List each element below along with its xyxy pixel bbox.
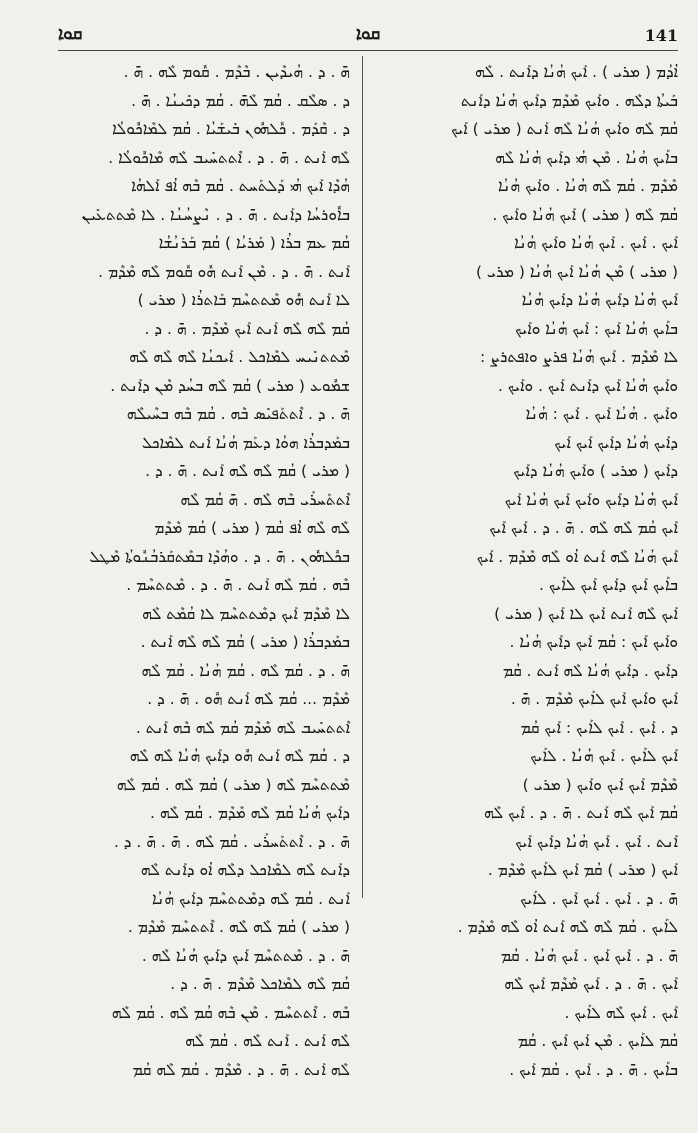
text-line: ܐܶܬܬܚܺܝܒ ܠܶܗ ܡܶܕܶܡ ܩܳܡ ܠܶܗ ܒܶܗ ܐܰܢܬ . [135, 718, 350, 737]
text-line: ( ܡܪܝ ) ܩܳܡ ܠܶܗ ܠܶܗ ܐܰܢܬ . ܗ̄ . ܕ . [145, 462, 350, 480]
text-line: ܕܐܰܢܬ ܠܶܗ ܠܡܶܐܟܠ ܕܠܶܗ ܐܳܘ ܕܐܰܢܬ ܠܶܗ [140, 861, 350, 879]
column-divider [362, 56, 363, 898]
text-line: ܕܐܰܝܟ ܗܳܢܳܐ ܩܳܡ ܠܶܗ ܡܶܕܶܡ . ܩܳܡ ܠܶܗ . [150, 804, 350, 822]
text-line: ܐܰܝܟ . ܐܰܝܟ ܠܶܗ ܠܐܰܝܟ . [564, 1003, 678, 1022]
text-line: ܕ . ܩܶܕܰܡ . ܟܽܠܗܽܘܢ ܒܺܝܫܰܝܳܐ . ܩܳܡ ܠܡܶܐܟܽܘܠܳܐ [112, 120, 350, 138]
text-line: ܘܐܰܝܟ ܐܰܝܟ : ܩܳܡ ܐܰܝܟ ܕܐܰܝܟ ܗܳܢܳܐ . [509, 633, 678, 651]
text-line: ܒܰܝܬܳܐ ܕܠܶܗ . ܘܐܰܝܟ ܡܶܕܶܡ ܕܐܰܝܟ ܗܳܢܳܐ ܕܐܰܢܬ [460, 91, 678, 110]
text-line: ܐܰܝܟ ܘܐܰܝܟ ܐܰܝܟ ܠܐܰܝܟ ܡܶܕܶܡ . ܗ̄ . [510, 690, 678, 708]
text-line: ܩܳܡ ܠܶܗ ܠܡܶܐܟܠ ܡܶܕܶܡ . ܗ̄ . ܕ . [170, 975, 350, 993]
text-line: ܕܐܰܝܟ ܗܳܢܳܐ ܕܐܰܝܟ ܐܰܝܟ ܐܰܝܟ [554, 433, 678, 452]
text-line: ܠܐ ܡܶܕܶܡ . ܐܰܝܟ ܗܳܢܳܐ ܦܪܨ ܘܐܦܬܪܨ : [479, 348, 678, 366]
text-line: ܐܰܝܟ ܠܶܗ ܐܰܢܬ ܐܰܝܟ ܠܐ ܐܰܝܟ ( ܡܪܝ ) [494, 604, 678, 623]
text-line: ܐܰܝܟ ܗܳܢܳܐ ܠܶܗ ܐܰܢܬ ܐܳܘ ܠܶܗ ܡܶܕܶܡ . ܐܰܝܟ [476, 547, 678, 566]
text-line: ܕܐܰܝܟ ( ܡܪܝ ) ܘܐܰܝܟ ܗܳܢܳܐ ܕܐܰܝܟ [513, 462, 678, 480]
header-rule [58, 50, 678, 51]
text-line: ܒܐܰܝܟ ܗܳܢܳܐ . ܡܶܢ ܗܳܝ ܕܐܰܝܟ ܗܳܢܳܐ ܠܶܗ [495, 148, 678, 167]
text-line: ܗ̄ . ܕ . ܗܳܝܕܶܝܢ . ܒܶܕܶܡ . ܩܽܘܡ ܠܶܗ . ܗ̄ . [123, 63, 350, 81]
text-line: ܡܶܬܬܢܺܝܚ ܠܡܶܐܟܠ . ܐܰܝܟܢܳܐ ܠܶܗ ܠܶܗ ܠܶܗ [129, 348, 350, 366]
text-line: ܩܳܡ ܠܐܰܝܟ . ܡܶܢ ܐܰܝܟ ܐܰܝܟ . ܩܳܡ [517, 1032, 678, 1050]
text-line: ܠܶܗ ܠܶܗ ܐܳܦ ܩܳܡ ( ܡܪܝ ) ܩܳܡ ܡܶܕܶܡ [154, 519, 350, 537]
text-line: ܐܶܬܬܰܚܪܰܝ ܒܶܗ ܠܶܗ . ܗ̄ ܩܳܡ ܠܶܗ [180, 490, 350, 509]
text-line: ܠܶܗ ܐܰܢܬ . ܐܰܢܬ ܠܶܗ . ܩܳܡ ܠܶܗ [185, 1032, 350, 1050]
text-line: ܐܰܝܟ ( ܡܪܝ ) ܩܳܡ ܐܰܝܟ ܠܐܰܝܟ ܡܶܕܶܡ . [487, 861, 678, 879]
text-line: ܒܡܰܕܒܪܳܐ ܗܘܳܐ ܕܥܰܡ ܗܳܢܳܐ ܐܰܢܬ ܠܡܶܐܟܠ [141, 433, 350, 452]
text-line: ܠܐ ܡܶܕܶܡ ܐܰܝܟ ܕܡܶܬܬܚܶܡ ܠܐ ܩܳܡܶܬ ܠܶܗ [142, 604, 350, 623]
text-line: ܗ̄ . ܕ . ܡܶܬܬܚܶܡ ܐܰܝܟ ܕܐܰܝܟ ܗܳܢܳܐ ܠܶܗ . [141, 946, 350, 965]
page-number: 141 [644, 26, 678, 45]
text-column-right [374, 58, 678, 1079]
text-line: ܒܐܰܝܟ . ܗ̄ . ܕ . ܐܰܝܟ . ܩܳܡ ܐܰܝܟ . [509, 1060, 678, 1079]
text-line: ܡܶܕܶܡ ... ܩܳܡ ܠܶܗ ܐܰܢܬ ܗܽܘ . ܗ̄ . ܕ . [147, 690, 350, 708]
text-line: ܐܰܢܬ . ܐܰܝܟ . ܐܰܝܟ ܗܳܢܳܐ ܕܐܰܝܟ ܐܰܝܟ [515, 832, 678, 851]
text-line: ܗ̄ . ܕ . ܐܰܝܟ ܐܰܝܟ . ܐܰܝܟ ܗܳܢܳܐ . ܩܳܡ [500, 946, 678, 965]
text-line: ܩܳܡ ܥܡ ܒܪܳܐ ( ܡܰܪܝܳܐ ) ܩܳܡ ܒܰܪܢܳܫܳܐ [158, 234, 350, 252]
text-line: ܕ . ܩܳܡ ܠܶܗ ܐܰܢܬ ܗܽܘ ܕܐܰܝܟ ܗܳܢܳܐ ܠܶܗ ܠܶܗ [129, 747, 350, 765]
text-line: ܠܐ ܐܰܢܬ ܗܽܘ ܡܶܬܬܚܶܡ ܒܰܐܬܪܳܐ ( ܡܪܝ ) [137, 291, 350, 309]
text-line: ܗܳܕܶܐ ܐܰܝܟ ܗܳܝ ܕܰܠܬܰܚܬ . ܩܳܡ ܒܶܗ ܐܳܦ ܐܰܠܗܳܐ [131, 177, 350, 195]
text-line: ܒܐܰܝܟ ܗܳܢܳܐ ܐܰܝܟ : ܐܰܝܟ ܗܳܢܳܐ ܘܐܰܝܟ [515, 319, 678, 338]
running-head-center: ܩܘܐ [355, 24, 381, 44]
text-line: ܗ̄ . ܕ . ܩܳܡ ܠܶܗ . ܩܳܡ ܗܳܢܳܐ . ܩܳܡ ܠܶܗ [141, 661, 350, 680]
text-line: ܒܶܗ . ܩܳܡ ܠܶܗ ܐܰܢܬ . ܗ̄ . ܕ . ܡܶܬܬܚܶܡ . [126, 576, 350, 594]
text-line: ܐܰܢܬ . ܗ̄ . ܕ . ܡܶܢ ܐܰܢܬ ܗܽܘ ܩܽܘܡ ܠܶܗ ܡܶܕܶܡ . [98, 262, 350, 281]
text-line: ܐܳܕܳܡ ( ܡܪܝ ) . ܐܰܝܟ ܗܳܢܳܐ ܕܐܰܢܬ . ܠܶܗ [474, 63, 678, 81]
text-line: ܒܟܽܠܗܽܘܢ . ܗ̄ . ܕ . ܘܗܳܕܶܐ ܒܡܶܬܩܰܪܒܳܢܽܘܬܳܐ ܡܶܛܠ [89, 547, 350, 566]
text-line: ܗ̄ . ܕ . ܐܰܝܟ . ܐܰܝܟ ܐܰܝܟ . ܠܐܰܝܟ [520, 889, 678, 908]
text-line: ܩܳܡ ܠܶܗ ( ܡܪܝ ) ܐܰܝܟ ܗܳܢܳܐ ܘܐܰܝܟ . [492, 205, 678, 224]
running-head-left: ܩܘܐ [58, 24, 83, 44]
text-line: ܩܳܡ ܐܰܝܟ ܠܶܗ ܐܰܢܬ . ܗ̄ . ܕ . ܐܰܝܟ ܠܶܗ [483, 804, 678, 822]
text-line: ܠܶܗ ܐܰܢܬ . ܗ̄ . ܕ . ܡܶܕܶܡ . ܩܳܡ ܠܶܗ ܩܳܡ [132, 1060, 350, 1079]
text-line: ܘܐܰܝܟ ܗܳܢܳܐ ܐܰܝܟ ܕܐܰܢܬ ܐܰܝܟ . ܘܐܰܝܟ . [498, 376, 678, 395]
text-line: ܐܰܝܟ ܩܳܡ ܠܶܗ ܠܶܗ . ܗ̄ . ܕ . ܐܰܝܟ ܐܰܝܟ [489, 519, 678, 537]
text-line: ܡܶܕܶܡ ܐܰܝܟ ܐܰܝܟ ܘܐܰܝܟ ( ܡܪܝ ) [522, 775, 678, 794]
text-line: ܐܰܝܟ . ܐܰܝܟ . ܐܰܝܟ ܗܳܢܳܐ ܘܐܰܝܟ ܗܳܢܳܐ [514, 234, 678, 252]
text-line: ܒܐܽܘܪܚܳܐ ܕܐܰܢܬ . ܗ̄ . ܕ . ܢܶܨܚܳܢܳܐ . ܠܐ ܡܶܬܬܥܺܝܢ [81, 205, 350, 224]
text-line: ܒܶܗ . ܐܶܬܬܚܶܡ . ܡܶܢ ܒܶܗ ܩܳܡ ܠܶܗ . ܩܳܡ ܠܶܗ [111, 1003, 350, 1022]
text-line: ܕ . ܐܰܝܟ . ܐܰܝܟ ܠܐܰܝܟ : ܐܰܝܟ ܩܳܡ [520, 718, 678, 737]
text-line: ܒܐܰܝܟ ܐܰܝܟ ܕܐܰܝܟ ܐܰܝܟ ܠܐܰܝܟ . [539, 576, 678, 594]
text-line: ܡܶܬܬܚܶܡ ܠܶܗ ( ܡܪܝ ) ܩܳܡ ܠܶܗ . ܩܳܡ ܠܶܗ [116, 775, 350, 794]
text-line: ܘܐܰܝܟ . ܗܳܢܳܐ ܐܰܝܟ . ܐܰܝܟ : ܗܳܢܳܐ [525, 405, 678, 423]
text-line: ܕ . ܣܠܶܩ . ܩܳܡ ܠܶܗ̄ . ܩܳܡ ܕܟܺܝܢܳܐ . ܗ̄ . [131, 91, 350, 110]
text-line: ܠܐܰܝܟ . ܩܳܡ ܠܶܗ ܠܶܗ ܐܰܢܬ ܐܳܘ ܠܶܗ ܡܶܕܶܡ . [457, 918, 678, 936]
text-line: ܐܰܝܟ . ܗ̄ . ܕ . ܐܰܝܟ ܡܶܕܶܡ ܐܰܝܟ ܠܶܗ [504, 975, 678, 993]
text-line: ܐܰܝܟ ܗܳܢܳܐ ܕܐܰܝܟ ܗܳܢܳܐ ܕܐܰܝܟ ܗܳܢܳܐ [521, 291, 678, 309]
text-line: ܗ̄ . ܕ . ܐܶܬܬܰܦܝܺܣ ܒܶܗ . ܩܳܡ ܒܶܗ ܒܚܶܝܠܶܗ [126, 405, 350, 423]
text-line: ( ܡܪܝ ) ܡܶܢ ܗܳܢܳܐ ܐܰܝܟ ܗܳܢܳܐ ( ܡܪܝ ) [475, 262, 678, 281]
text-line: ܒܡܰܕܒܪܳܐ ( ܡܪܝ ) ܩܳܡ ܠܶܗ ܠܶܗ ܐܰܢܬ . [140, 633, 350, 651]
text-line: ܡܶܕܶܡ . ܩܳܡ ܠܶܗ ܗܳܢܳܐ . ܘܐܰܝܟ ܗܳܢܳܐ [497, 177, 678, 195]
text-line: ( ܡܪܝ ) ܩܳܡ ܠܶܗ ܠܶܗ . ܐܶܬܬܚܶܡ ܡܶܕܶܡ . [127, 918, 350, 936]
text-line: ܗ̄ . ܕ . ܐܶܬܬܰܚܪܰܝ . ܩܳܡ ܠܶܗ . ܗ̄ . ܗ̄ . ܕ . [113, 832, 350, 851]
text-line: ܐܰܢܬ . ܩܳܡ ܠܶܗ ܕܡܶܬܬܚܶܡ ܕܐܰܝܟ ܗܳܢܳܐ [151, 889, 350, 908]
text-line: ܩܳܡ ܠܶܗ ܠܶܗ ܐܰܢܬ ܐܰܝܟ ܡܶܕܶܡ . ܗ̄ . ܕ . [144, 319, 350, 338]
text-line: ܐܰܝܟ ܠܐܰܝܟ . ܐܰܝܟ ܗܳܢܳܐ . ܠܐܰܝܟ [530, 747, 678, 765]
text-line: ܕܐܰܝܟ . ܕܐܰܝܟ ܗܳܢܳܐ ܠܶܗ ܐܰܢܬ . ܩܳܡ [502, 661, 678, 680]
text-line: ܐܰܝܟ ܗܳܢܳܐ ܕܐܰܝܟ ܘܐܰܝܟ ܐܰܝܟ ܗܳܢܳܐ ܐܰܝܟ [504, 490, 678, 509]
text-column-left [58, 58, 350, 1079]
text-line: ܠܶܗ ܐܰܢܬ . ܗ̄ . ܕ . ܐܶܬܬܚܺܝܒ ܠܶܗ ܡܶܐܟܽܘܠܳܐ . [108, 148, 350, 167]
text-line: ܫܡܽܘܥ ( ܡܪܝ ) ܩܳܡ ܠܶܗ ܒܚܳܕ ܡܶܢ ܕܐܰܢܬ . [110, 376, 350, 395]
text-line: ܩܳܡ ܠܶܗ ܘܐܰܝܟ ܗܳܢܳܐ ܠܶܗ ܐܰܢܬ ( ܡܪܝ ) ܐܰܝܟ [451, 120, 678, 138]
